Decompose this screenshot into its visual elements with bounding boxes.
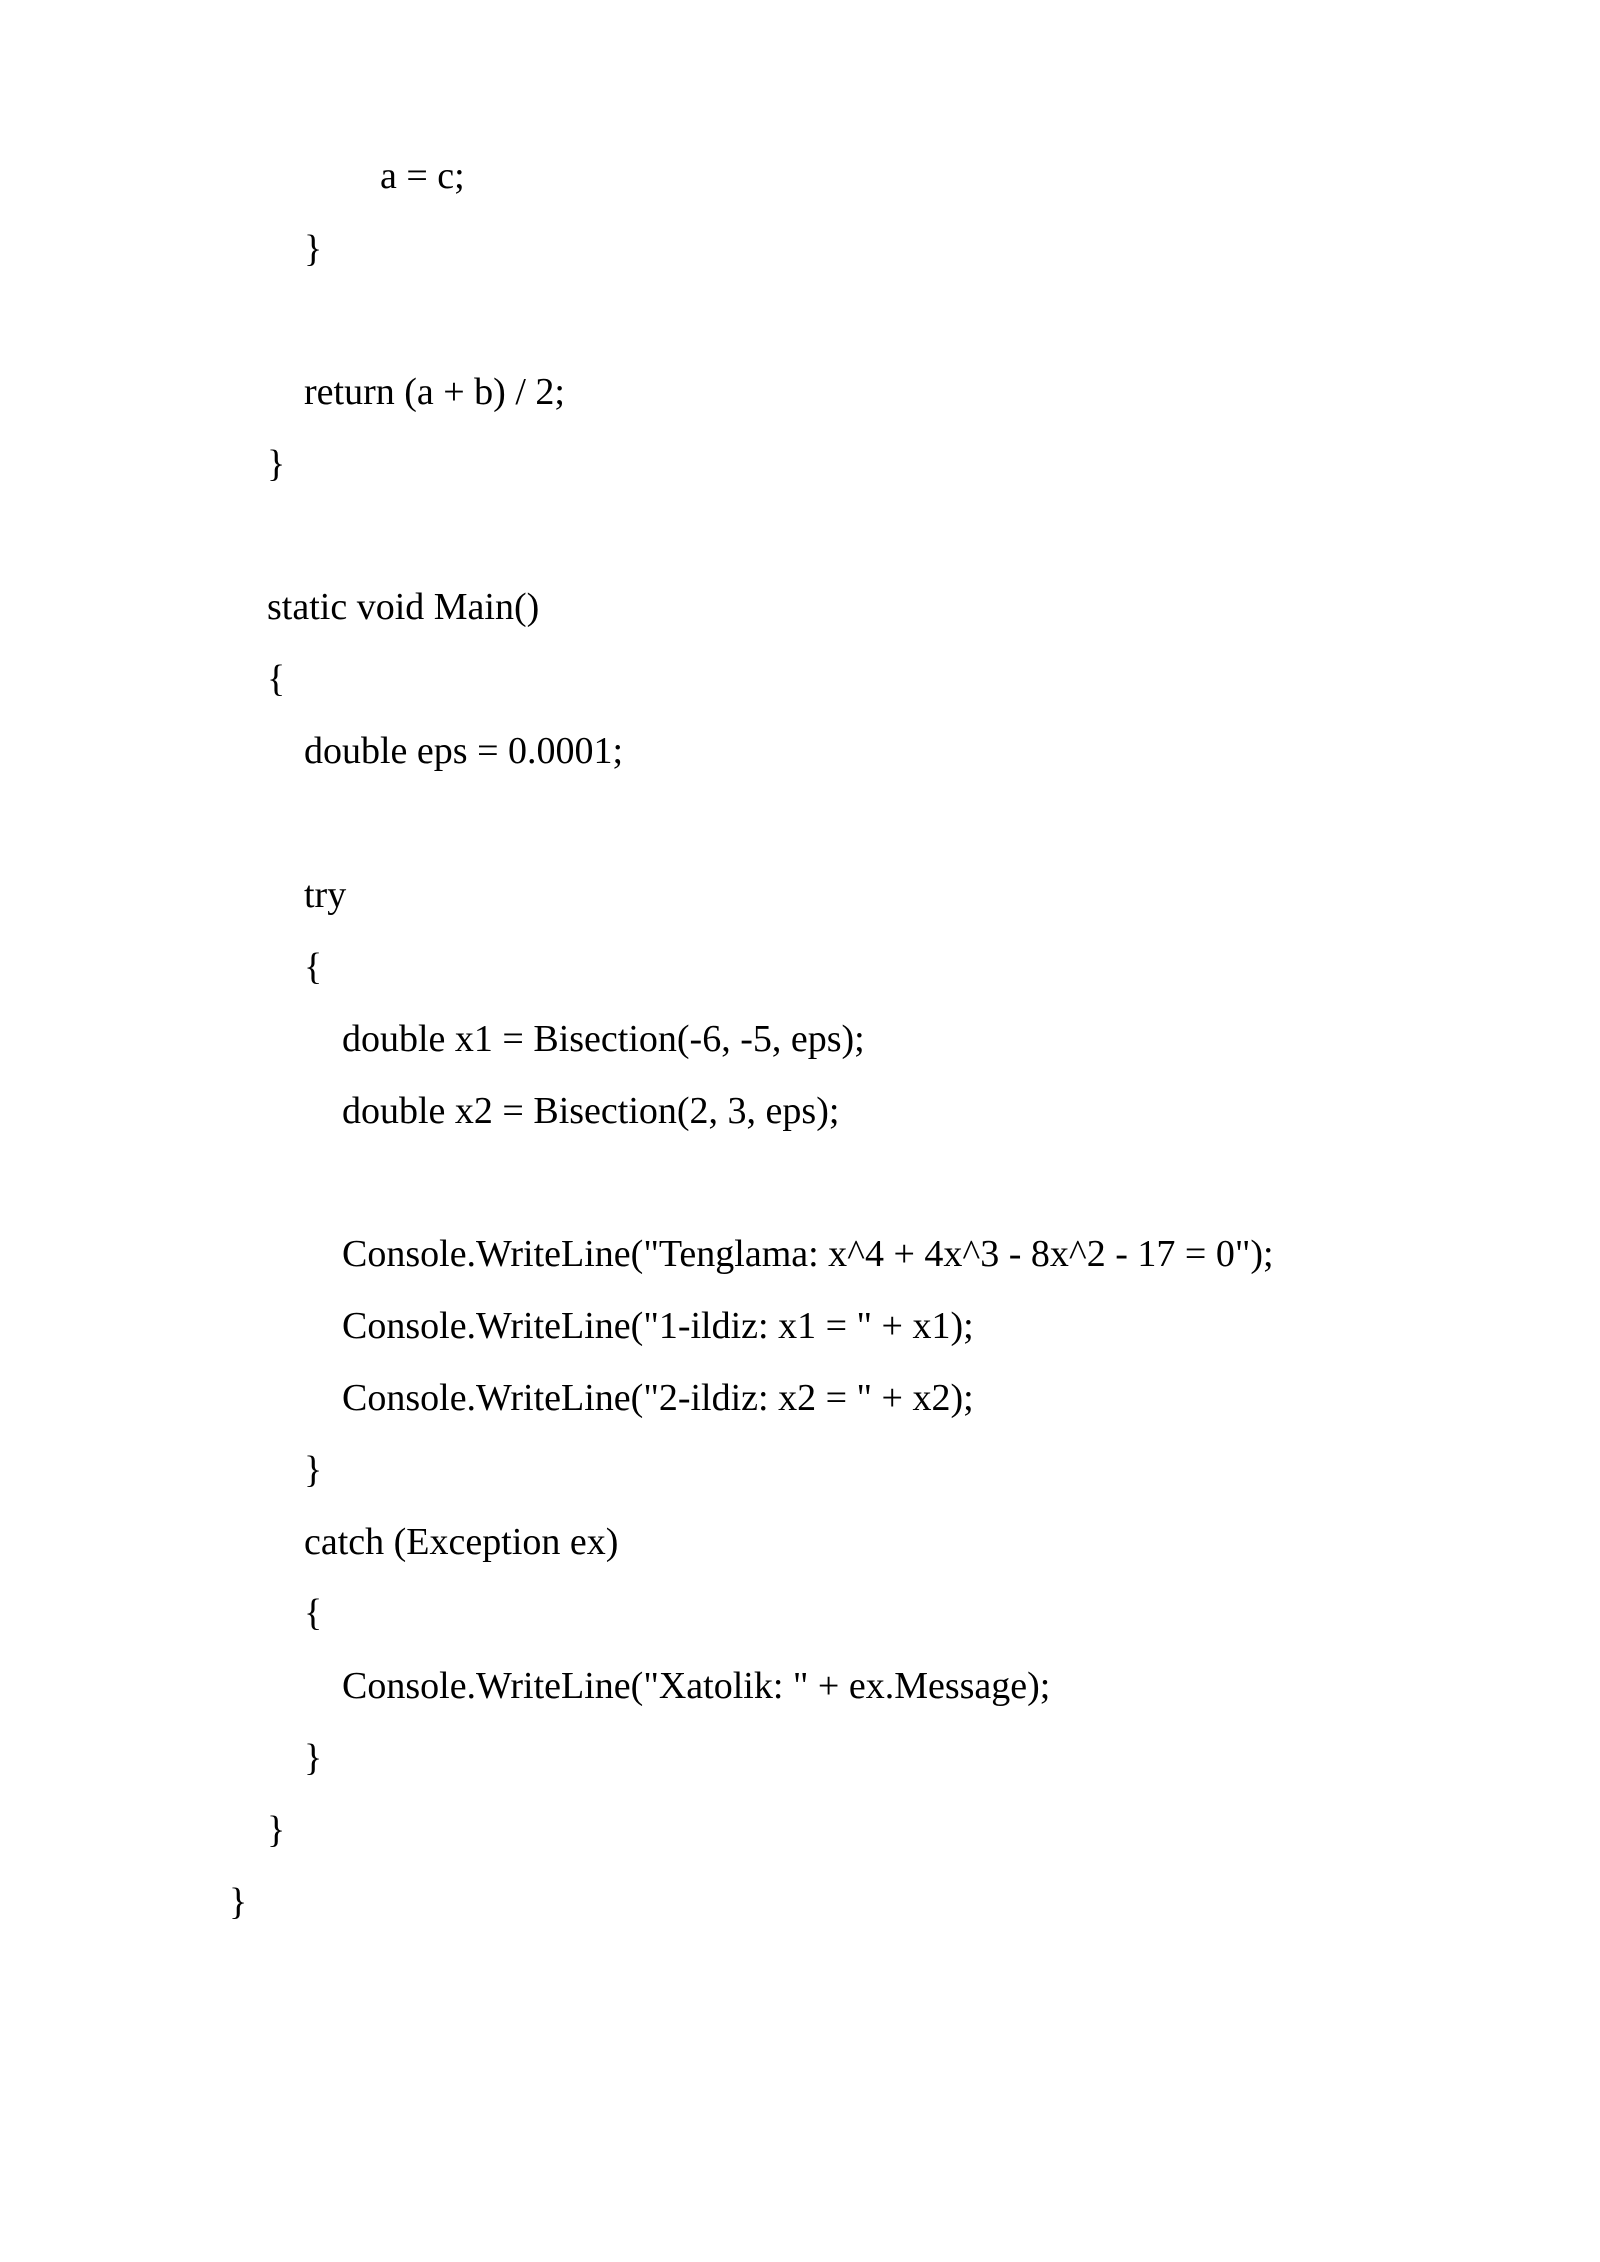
code-line: Console.WriteLine("1-ildiz: x1 = " + x1); bbox=[342, 1305, 974, 1347]
code-line: catch (Exception ex) bbox=[304, 1521, 619, 1563]
code-line: Console.WriteLine("Xatolik: " + ex.Message); bbox=[342, 1665, 1051, 1707]
code-line: { bbox=[304, 946, 323, 988]
code-line: a = c; bbox=[380, 155, 465, 197]
code-line: double x1 = Bisection(-6, -5, eps); bbox=[342, 1018, 865, 1060]
code-line: static void Main() bbox=[267, 586, 540, 628]
code-line: double x2 = Bisection(2, 3, eps); bbox=[342, 1090, 840, 1132]
code-line: } bbox=[267, 443, 286, 485]
code-line: } bbox=[267, 1809, 286, 1851]
code-line: try bbox=[304, 874, 347, 916]
code-line: } bbox=[304, 1737, 323, 1779]
code-line: } bbox=[304, 228, 323, 270]
code-line: double eps = 0.0001; bbox=[304, 730, 624, 772]
code-line: Console.WriteLine("2-ildiz: x2 = " + x2); bbox=[342, 1377, 974, 1419]
code-line: { bbox=[304, 1592, 323, 1634]
code-line: } bbox=[229, 1881, 248, 1923]
code-line: } bbox=[304, 1449, 323, 1491]
code-line: return (a + b) / 2; bbox=[304, 371, 565, 413]
code-line: Console.WriteLine("Tenglama: x^4 + 4x^3 - 8x^2 - 17 = 0"); bbox=[342, 1233, 1274, 1275]
code-line: { bbox=[267, 658, 286, 700]
